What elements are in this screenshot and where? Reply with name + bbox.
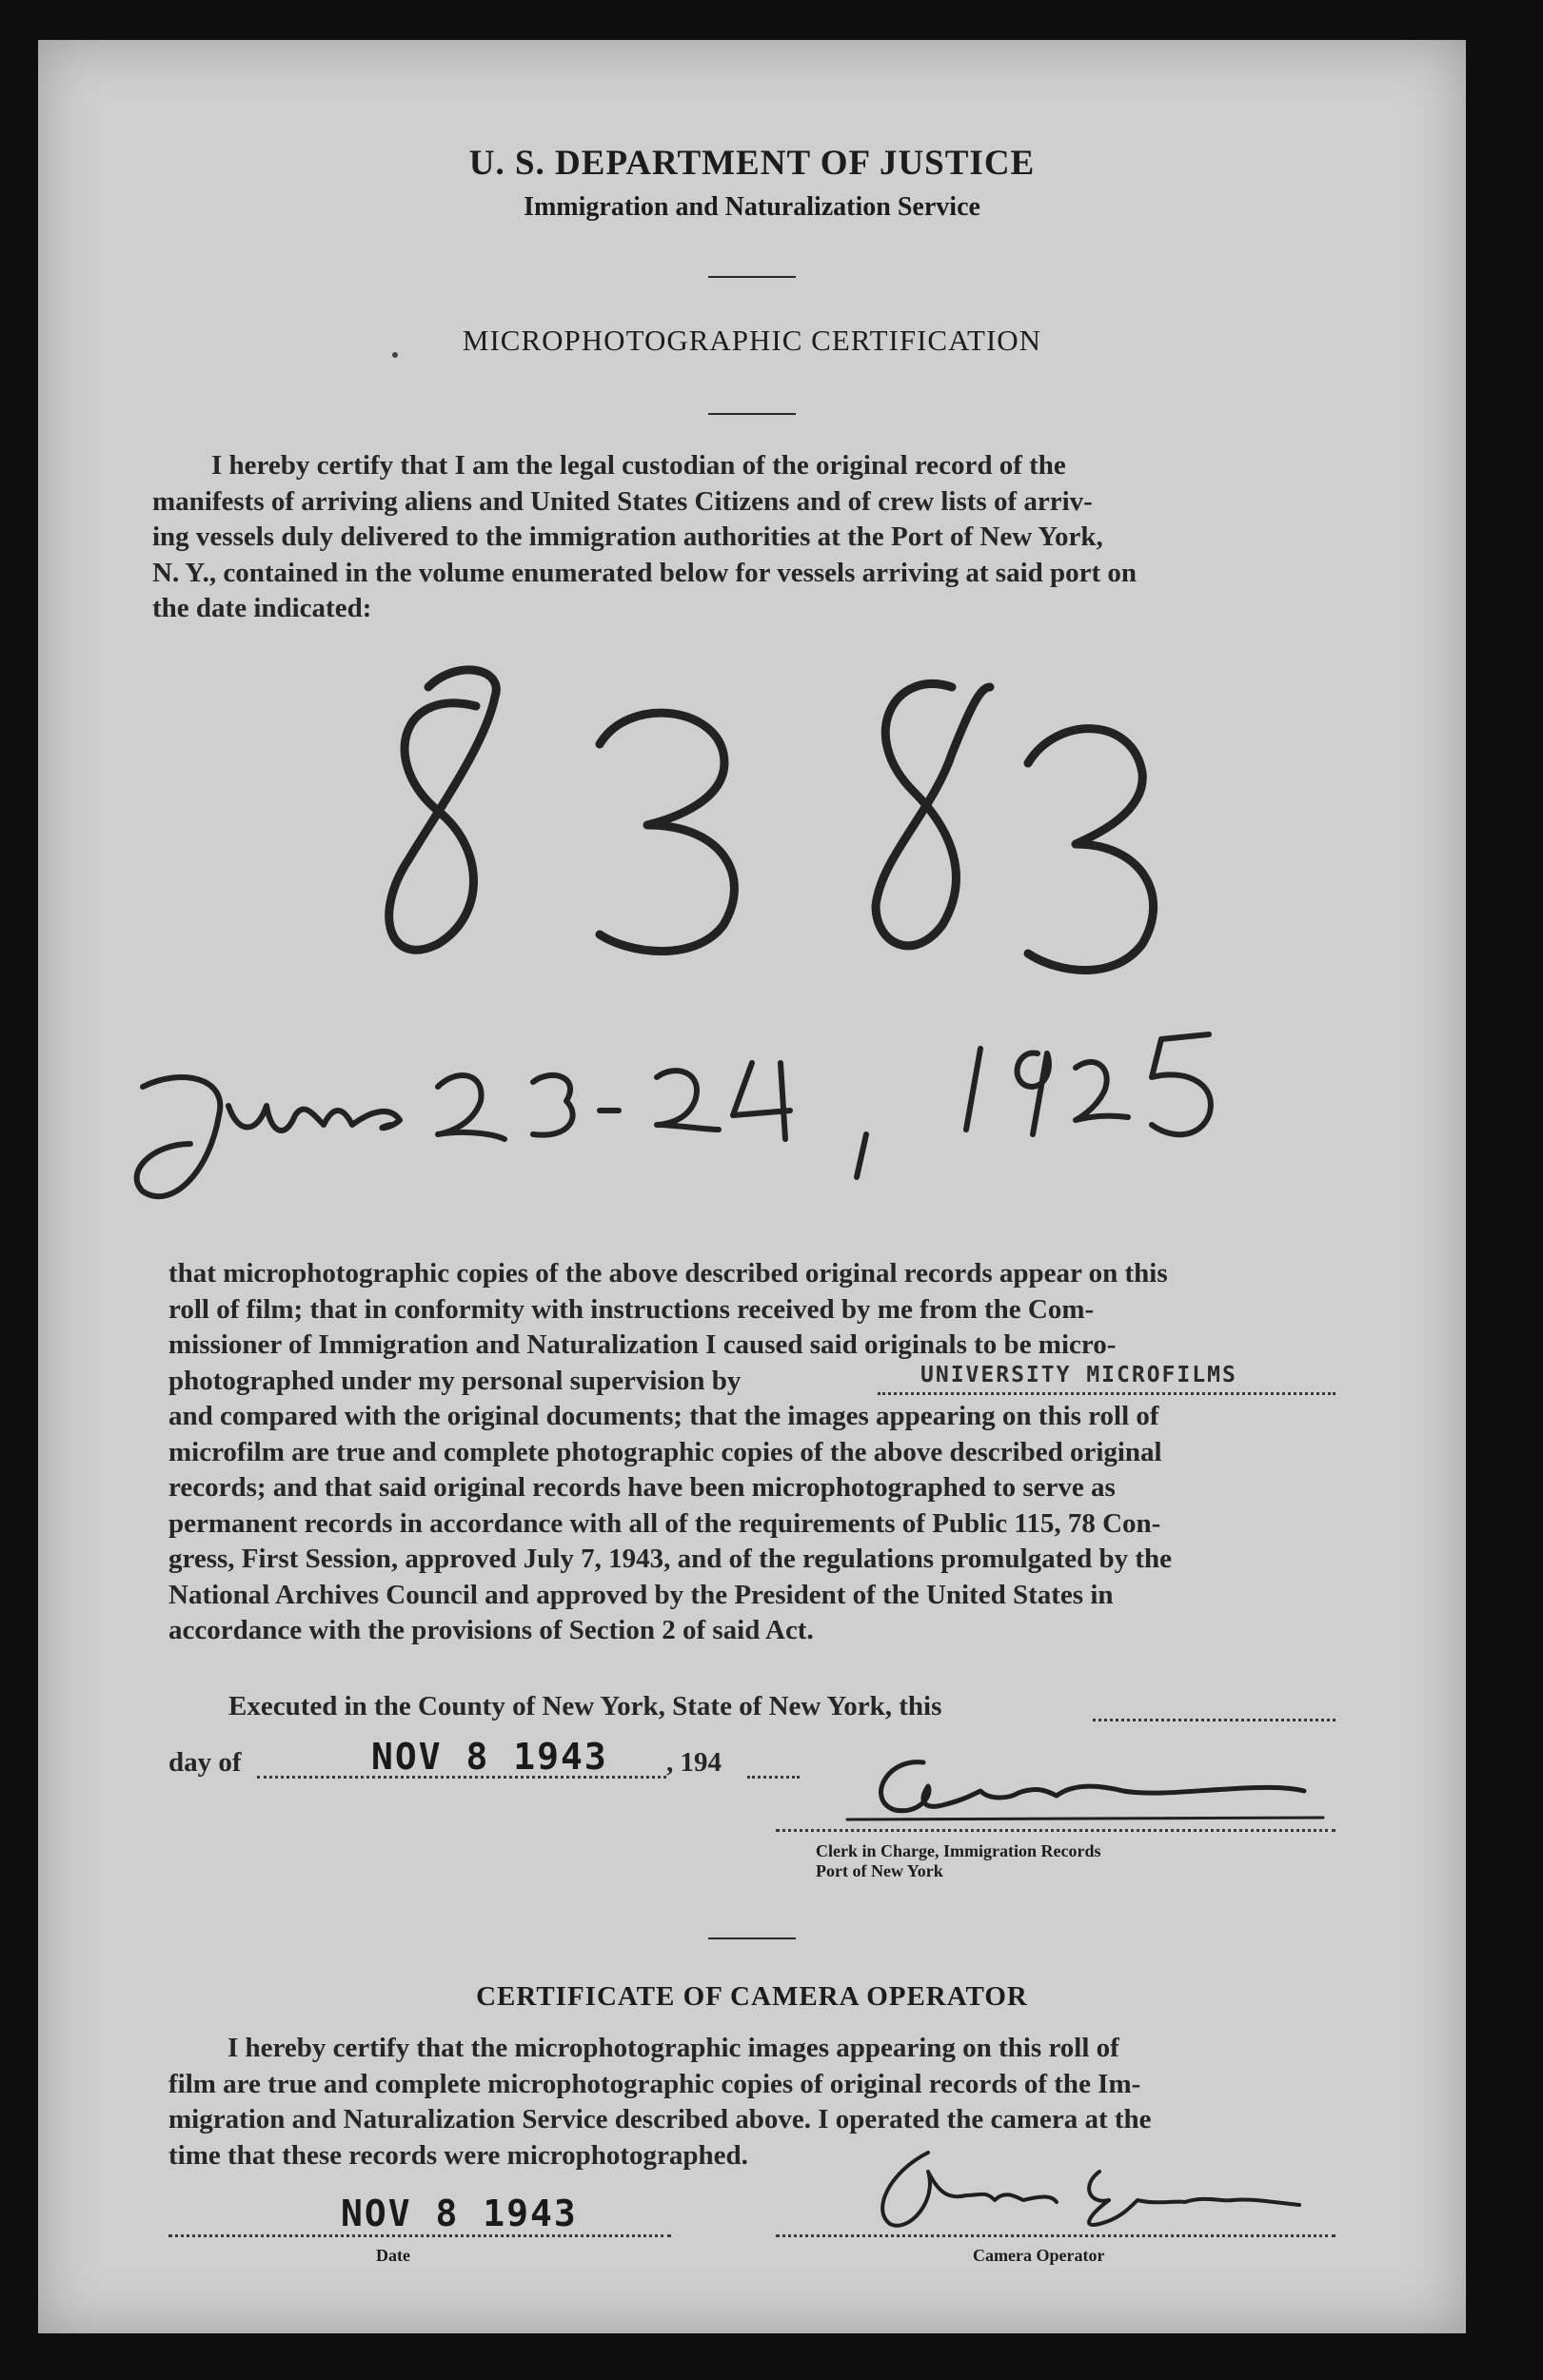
paragraph-line: I hereby certify that I am the legal custodian of the original record of the <box>211 450 1066 481</box>
paragraph-line: records; and that said original records have been microphotographed to serve as <box>168 1472 1116 1503</box>
paragraph-line: gress, First Session, approved July 7, 1943, and of the regulations promulgated by the <box>168 1544 1173 1574</box>
handwritten-date <box>86 1011 1323 1229</box>
paragraph-line: migration and Naturalization Service described above. I operated the camera at the <box>168 2104 1152 2134</box>
paragraph-line: National Archives Council and approved by the President of the United States in <box>168 1579 1114 1610</box>
body-paragraph <box>168 1256 1335 1649</box>
supervision-typed-name: UNIVERSITY MICROFILMS <box>920 1362 1237 1387</box>
digit-4-stroke <box>733 1063 790 1139</box>
paragraph-line: film are true and complete microphotographic copies of original records of the Im- <box>168 2068 1141 2099</box>
date-label: Date <box>376 2246 410 2265</box>
paragraph-line: accordance with the provisions of Section 2 of said Act. <box>168 1615 814 1645</box>
digit-3-stroke <box>1028 729 1154 971</box>
paragraph-line: roll of film; that in conformity with instructions received by me from the Com- <box>168 1293 1095 1325</box>
executed-line: Executed in the County of New York, State of New York, this <box>228 1691 942 1721</box>
paragraph-line: ing vessels duly delivered to the immigration authorities at the Port of New York, <box>152 521 1103 552</box>
divider <box>708 276 796 278</box>
document-page <box>38 40 1466 2333</box>
date-stamp: NOV 8 1943 <box>341 2193 578 2234</box>
digit-8-stroke <box>876 684 990 946</box>
clerk-port: Port of New York <box>816 1861 943 1880</box>
digit-2-stroke <box>657 1071 719 1130</box>
paragraph-line: permanent records in accordance with all of the requirements of Public 115, 78 Con- <box>168 1507 1161 1539</box>
date-stamp: NOV 8 1943 <box>371 1736 608 1778</box>
year-suffix: , 194 <box>666 1747 722 1778</box>
service-subheading: Immigration and Naturalization Service <box>524 192 980 222</box>
date-line <box>168 2234 671 2237</box>
clerk-title: Clerk in Charge, Immigration Records <box>816 1841 1101 1860</box>
digit-9-stroke <box>1018 1053 1049 1134</box>
clerk-signature <box>828 1743 1342 1839</box>
supervision-prefix: photographed under my personal supervision by <box>168 1365 742 1396</box>
paragraph-line: missioner of Immigration and Naturalization I caused said originals to be micro- <box>168 1329 1117 1360</box>
paragraph-line: time that these records were microphotographed. <box>168 2139 748 2171</box>
paragraph-line: the date indicated: <box>152 593 372 623</box>
digit-3-stroke <box>600 713 734 951</box>
comma-stroke <box>857 1134 866 1177</box>
june-J-stroke <box>137 1077 221 1196</box>
supervision-line <box>168 1364 1335 1400</box>
year-fill-line <box>747 1776 800 1779</box>
paragraph-line: manifests of arriving aliens and United States Citizens and of crew lists of arriv- <box>152 485 1093 517</box>
divider <box>708 413 796 415</box>
paragraph-line: that microphotographic copies of the above described original records appear on this <box>168 1258 1168 1288</box>
signature-stroke <box>881 1762 1304 1811</box>
digit-2-stroke <box>438 1075 504 1139</box>
department-heading: U. S. DEPARTMENT OF JUSTICE <box>468 144 1036 183</box>
digit-5-stroke <box>1152 1034 1211 1134</box>
handwritten-volume-number <box>324 630 1276 1049</box>
clerk-signature-line <box>776 1829 1335 1832</box>
digit-8-stroke <box>389 670 497 950</box>
certification-title: MICROPHOTOGRAPHIC CERTIFICATION <box>462 324 1042 357</box>
digit-2-stroke <box>1076 1062 1128 1120</box>
signature-stroke <box>1089 2172 1299 2225</box>
divider <box>708 1937 796 1939</box>
signature-stroke <box>882 2153 1057 2226</box>
signature-underline-stroke <box>847 1818 1323 1819</box>
paragraph-line: microfilm are true and complete photographic copies of the above described original <box>168 1436 1162 1467</box>
operator-label: Camera Operator <box>973 2246 1105 2265</box>
paragraph-line: I hereby certify that the microphotographic images appearing on this roll of <box>227 2033 1119 2063</box>
digit-3-stroke <box>533 1075 573 1135</box>
operator-signature <box>852 2143 1328 2238</box>
digit-1-stroke <box>966 1049 980 1130</box>
certification-paragraph <box>152 448 1335 627</box>
paragraph-line: and compared with the original documents; that the images appearing on this roll of <box>168 1401 1159 1431</box>
camera-certificate-title: CERTIFICATE OF CAMERA OPERATOR <box>476 1981 1028 2012</box>
june-letters-stroke <box>228 1106 400 1131</box>
operator-signature-line <box>776 2234 1335 2237</box>
paragraph-line: N. Y., contained in the volume enumerated below for vessels arriving at said port on <box>152 557 1137 588</box>
day-of-label: day of <box>168 1747 242 1778</box>
executed-fill-line <box>1093 1719 1335 1721</box>
